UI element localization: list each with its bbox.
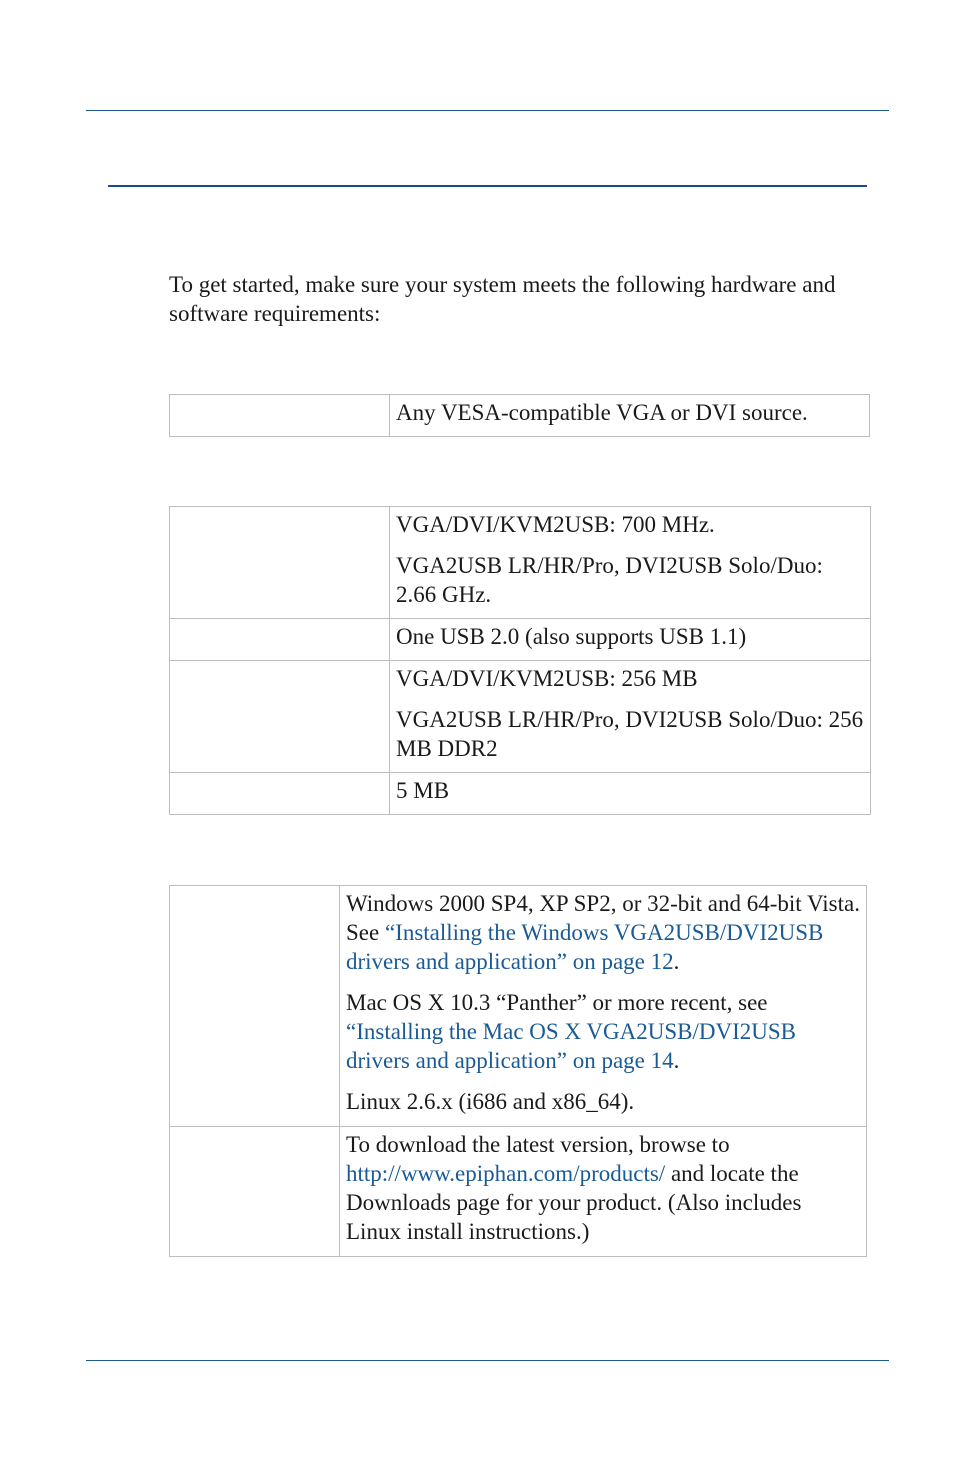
memory-line-1: VGA/DVI/KVM2USB: 256 MB: [396, 666, 698, 691]
table-row: [170, 507, 871, 619]
row-value: [390, 773, 871, 815]
row-value: [390, 619, 871, 661]
cpu-line-2: VGA2USB LR/HR/Pro, DVI2USB Solo/Duo: 2.66 GHz.: [396, 553, 823, 607]
software-requirements-table: [169, 885, 867, 1257]
table-row: [170, 886, 867, 1127]
cpu-line-1: VGA/DVI/KVM2USB: 700 MHz.: [396, 512, 715, 537]
row-value: Any VESA-compatible VGA or DVI source.: [390, 395, 870, 437]
mac-requirement: Mac OS X 10.3 “Panther” or more recent, see “Installing the Mac OS X VGA2USB/DVI2USB drivers and application” on page 14.: [346, 990, 796, 1073]
table-row: [170, 395, 870, 437]
windows-requirement: Windows 2000 SP4, XP SP2, or 32-bit and 64-bit Vista. See “Installing the Windows VGA2USB/DVI2USB drivers and application” on page 12.: [346, 891, 860, 974]
source-requirements-table: [169, 394, 870, 437]
row-label: [170, 507, 390, 619]
table-row: [170, 773, 871, 815]
mac-install-link[interactable]: “Installing the Mac OS X VGA2USB/DVI2USB drivers and application” on page 14: [346, 1019, 796, 1073]
hardware-requirements-table: [169, 506, 871, 815]
products-url-link[interactable]: http://www.epiphan.com/products/: [346, 1161, 666, 1186]
section-title-rule: [108, 185, 867, 187]
row-value: [340, 886, 867, 1127]
row-value: [340, 1127, 867, 1257]
windows-install-link[interactable]: “Installing the Windows VGA2USB/DVI2USB drivers and application” on page 12: [346, 920, 824, 974]
row-label: [170, 395, 390, 437]
table-row: [170, 661, 871, 773]
download-info: To download the latest version, browse to http://www.epiphan.com/products/ and locate the Downloads page for your product. (Also includes Linux install instructions.): [346, 1132, 802, 1244]
table-row: [170, 1127, 867, 1257]
row-value: [390, 507, 871, 619]
row-label: [170, 661, 390, 773]
header-rule: [86, 110, 889, 111]
footer-rule: [86, 1360, 889, 1361]
memory-line-2: VGA2USB LR/HR/Pro, DVI2USB Solo/Duo: 256 MB DDR2: [396, 707, 864, 761]
table-row: [170, 619, 871, 661]
row-label: [170, 1127, 340, 1257]
disk-line: 5 MB: [396, 778, 450, 803]
usb-line: One USB 2.0 (also supports USB 1.1): [396, 624, 747, 649]
row-label: [170, 619, 390, 661]
intro-paragraph: To get started, make sure your system meets the following hardware and software requirements:: [169, 272, 836, 326]
linux-requirement: Linux 2.6.x (i686 and x86_64).: [346, 1089, 635, 1114]
row-label: [170, 886, 340, 1127]
row-label: [170, 773, 390, 815]
row-value: [390, 661, 871, 773]
